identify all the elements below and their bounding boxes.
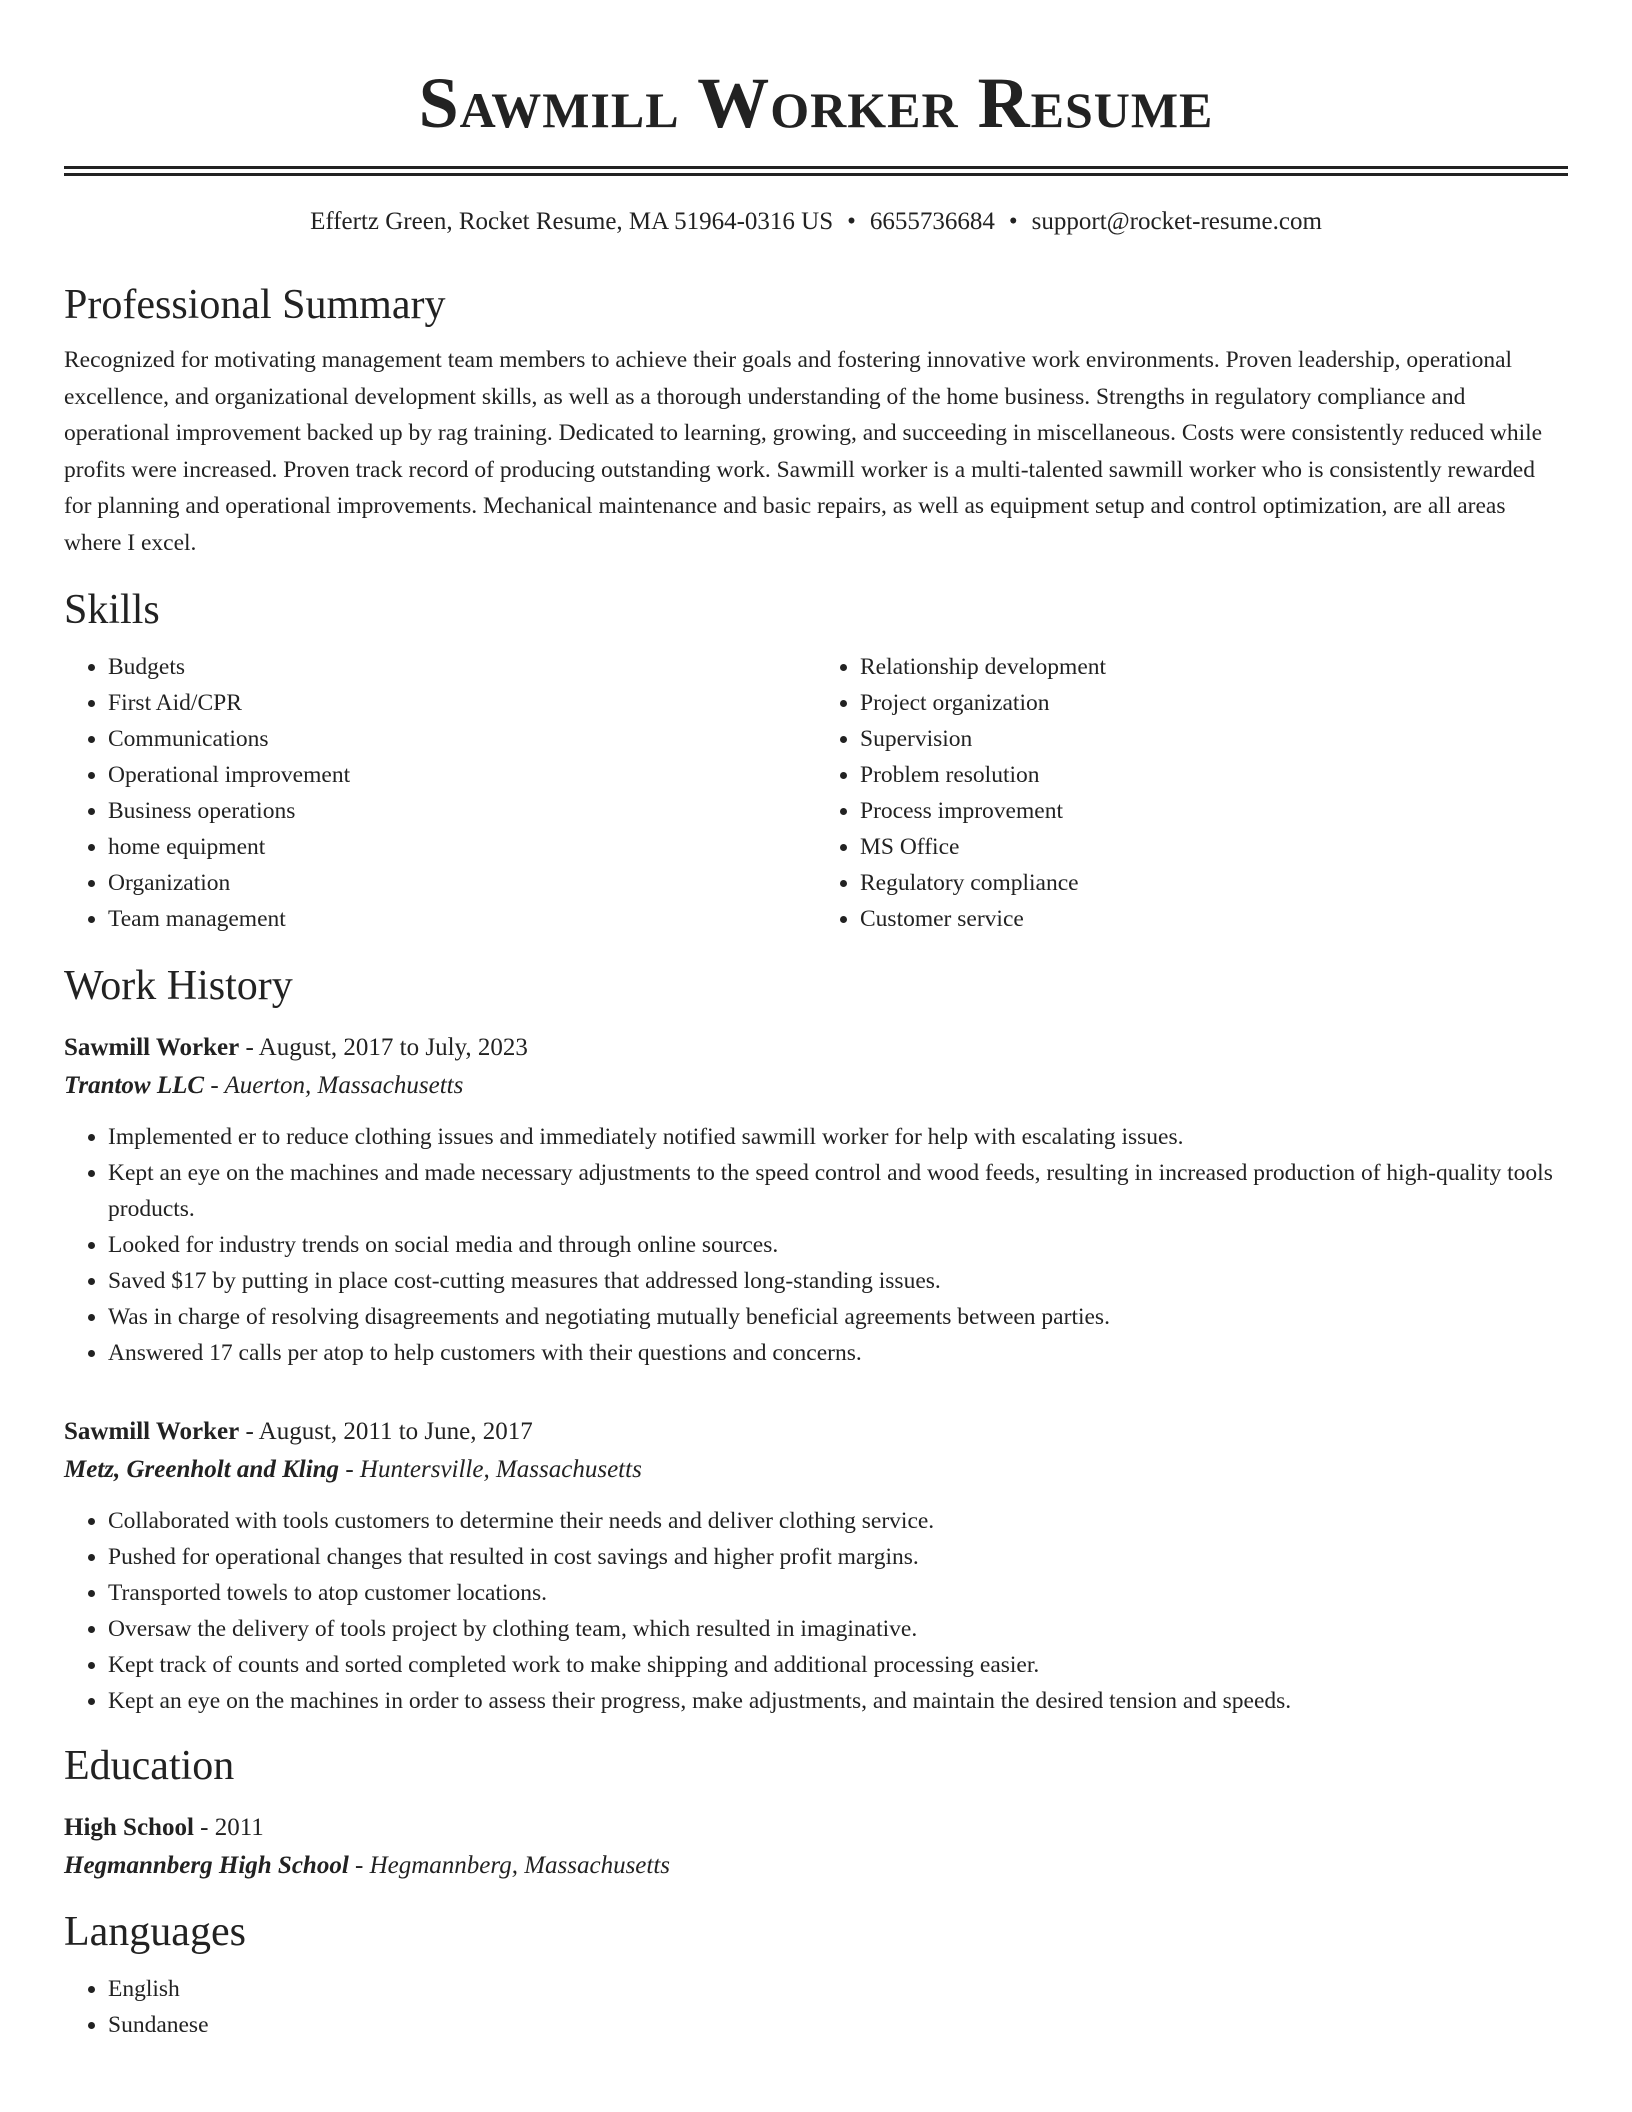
- work-history-heading: Work History: [64, 963, 293, 1009]
- education-year: - 2011: [193, 1814, 264, 1841]
- job-bullet: • Kept track of counts and sorted completed work to make shipping and additional processing easier.: [108, 1647, 1568, 1683]
- education-location: - Hegmannberg, Massachusetts: [348, 1852, 671, 1879]
- skill-item: • Budgets: [108, 649, 816, 685]
- contact-email: support@rocket-resume.com: [1031, 208, 1322, 235]
- job-bullet: • Oversaw the delivery of tools project by clothing team, which resulted in imaginative.: [108, 1611, 1568, 1647]
- contact-separator: •: [1008, 208, 1018, 235]
- job-company-line: [64, 1067, 1568, 1105]
- education-heading: Education: [64, 1743, 235, 1789]
- skill-item: • Process improvement: [860, 793, 1568, 829]
- skill-item: • home equipment: [108, 829, 816, 865]
- language-item: • Sundanese: [108, 2007, 1568, 2043]
- job-location: - Huntersville, Massachusetts: [339, 1456, 642, 1483]
- skill-item: • Supervision: [860, 721, 1568, 757]
- job-entry: [64, 1413, 1568, 1719]
- job-header: [64, 1029, 1568, 1067]
- job-bullet: • Implemented er to reduce clothing issues and immediately notified sawmill worker for help with escalating issues.: [108, 1119, 1568, 1155]
- skill-item: • Project organization: [860, 685, 1568, 721]
- job-company: Metz, Greenholt and Kling: [64, 1456, 340, 1483]
- education-school: Hegmannberg High School: [64, 1852, 349, 1879]
- skill-item: • Organization: [108, 865, 816, 901]
- summary-text: Recognized for motivating management team members to achieve their goals and fostering innovative work environments. Proven leadership, operational excellence, and organizational development skills, as well as a thorough understanding of the home business. Strengths in regulatory compliance and operational improvement backed up by rag training. Dedicated to learning, growing, and succeeding in miscellaneous. Costs were consistently reduced while profits were increased. Proven track record of producing outstanding work. Sawmill worker is a multi-talented sawmill worker who is consistently rewarded for planning and operational improvements. Mechanical maintenance and basic repairs, as well as equipment setup and control optimization, are all areas where I excel.: [64, 347, 1543, 556]
- contact-line: [64, 206, 1568, 238]
- skill-item: • MS Office: [860, 829, 1568, 865]
- contact-separator: •: [847, 208, 856, 235]
- languages-heading: Languages: [64, 1909, 246, 1955]
- contact-address: Effertz Green, Rocket Resume, MA 51964-0316 US: [310, 208, 834, 235]
- skills-heading: Skills: [64, 587, 160, 633]
- summary-heading: Professional Summary: [64, 282, 446, 328]
- education-entry: [64, 1809, 1568, 1885]
- skill-item: • Customer service: [860, 901, 1568, 937]
- title-divider: [64, 166, 1568, 176]
- language-item: • English: [108, 1971, 1568, 2007]
- job-bullet: • Kept an eye on the machines and made necessary adjustments to the speed control and wood feeds, resulting in increased production of high-quality tools products.: [108, 1155, 1568, 1227]
- job-bullet: • Transported towels to atop customer locations.: [108, 1575, 1568, 1611]
- contact-phone: 6655736684: [869, 208, 995, 235]
- job-bullet: • Looked for industry trends on social media and through online sources.: [108, 1227, 1568, 1263]
- education-header: [64, 1809, 1568, 1847]
- skills-grid: [64, 649, 1568, 937]
- skill-item: • Operational improvement: [108, 757, 816, 793]
- skills-right-column: [816, 649, 1568, 937]
- education-degree: High School: [64, 1814, 194, 1841]
- languages-list: [64, 1971, 1568, 2043]
- job-bullet: • Answered 17 calls per atop to help customers with their questions and concerns.: [108, 1335, 1568, 1371]
- skill-item: • Relationship development: [860, 649, 1568, 685]
- job-bullet: • Collaborated with tools customers to determine their needs and deliver clothing service.: [108, 1503, 1568, 1539]
- job-header: [64, 1413, 1568, 1451]
- job-dates: - August, 2011 to June, 2017: [239, 1418, 533, 1445]
- resume-title: Sawmill Worker Resume: [418, 63, 1214, 143]
- job-bullet: • Was in charge of resolving disagreements and negotiating mutually beneficial agreements between parties.: [108, 1299, 1568, 1335]
- skill-item: • Problem resolution: [860, 757, 1568, 793]
- job-title: Sawmill Worker: [64, 1034, 240, 1061]
- job-company-line: [64, 1451, 1568, 1489]
- skill-item: • Regulatory compliance: [860, 865, 1568, 901]
- job-company: Trantow LLC: [64, 1072, 205, 1099]
- skill-item: • Business operations: [108, 793, 816, 829]
- job-bullet: • Kept an eye on the machines in order to assess their progress, make adjustments, and maintain the desired tension and speeds.: [108, 1683, 1568, 1719]
- job-dates: - August, 2017 to July, 2023: [239, 1034, 528, 1061]
- job-entry: [64, 1029, 1568, 1371]
- skill-item: • First Aid/CPR: [108, 685, 816, 721]
- skill-item: • Communications: [108, 721, 816, 757]
- job-bullet: • Pushed for operational changes that resulted in cost savings and higher profit margins.: [108, 1539, 1568, 1575]
- job-title: Sawmill Worker: [64, 1418, 240, 1445]
- education-school-line: [64, 1847, 1568, 1885]
- skills-left-column: [64, 649, 816, 937]
- job-location: - Auerton, Massachusetts: [204, 1072, 464, 1099]
- job-bullets: [64, 1119, 1568, 1371]
- job-bullet: • Saved $17 by putting in place cost-cutting measures that addressed long-standing issues.: [108, 1263, 1568, 1299]
- job-bullets: [64, 1503, 1568, 1719]
- skill-item: • Team management: [108, 901, 816, 937]
